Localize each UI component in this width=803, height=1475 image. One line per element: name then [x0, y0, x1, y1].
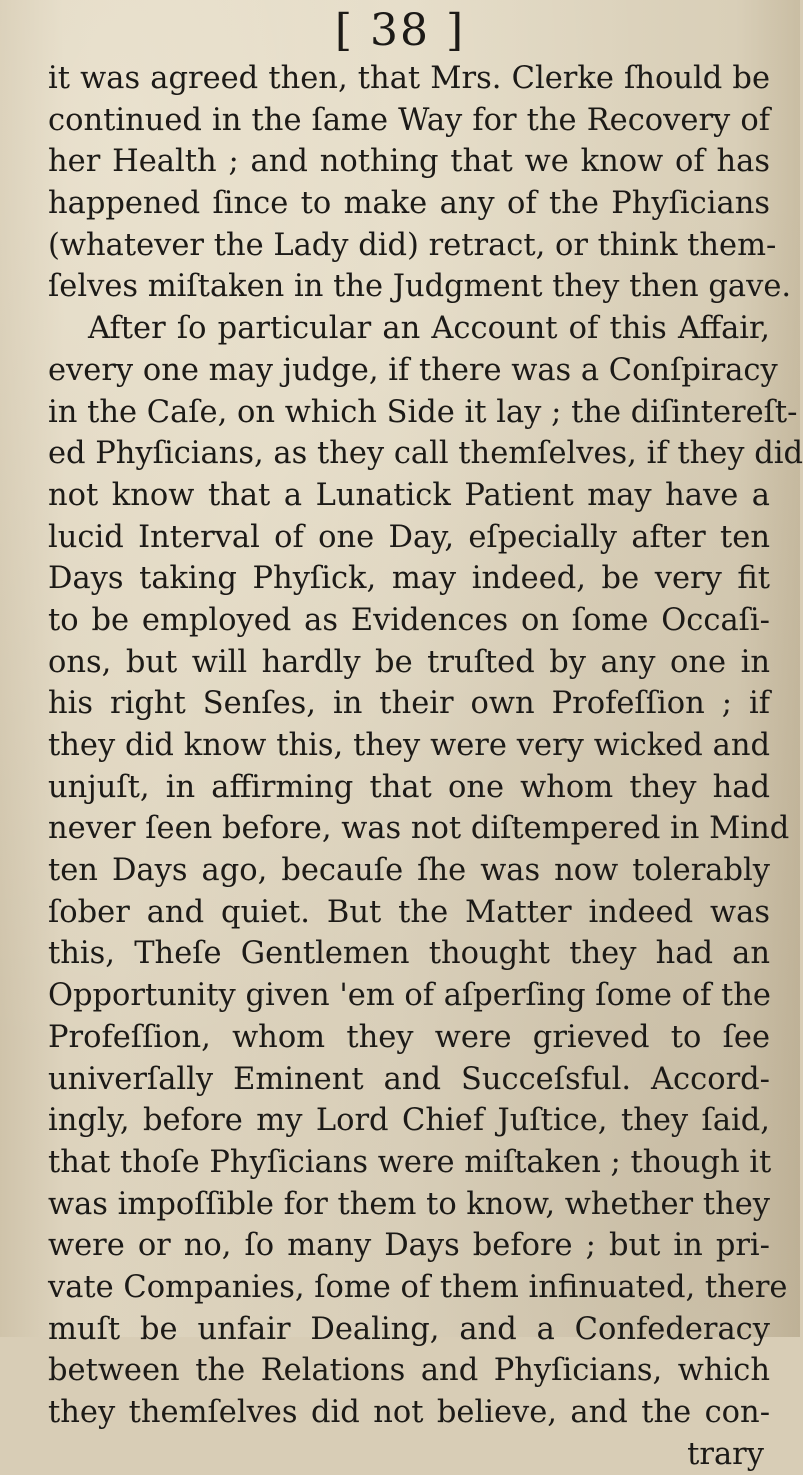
text-line: ſelves miſtaken in the Judgment they then gave.	[48, 269, 792, 305]
text-line: univerſally Eminent and Succeſsful. Accord-	[48, 1061, 770, 1097]
text-line: her Health ; and nothing that we know of has	[48, 144, 770, 180]
text-line: lucid Interval of one Day, eſpecially after ten	[48, 519, 770, 555]
page-number: [ 38 ]	[334, 5, 466, 56]
text-line: happened ſince to make any of the Phyſicians	[48, 186, 770, 222]
text-line: they did know this, they were very wicked and	[48, 728, 770, 763]
text-line: Opportunity given 'em of aſperſing ſome of the	[48, 978, 771, 1014]
text-line: it was agreed then, that Mrs. Clerke ſhould be	[48, 61, 770, 96]
text-line: ed Phyſicians, as they call themſelves, if they did	[48, 436, 803, 472]
text-line: ingly, before my Lord Chief Juſtice, they ſaid,	[48, 1103, 770, 1139]
text-line: was impoſſible for them to know, whether they	[48, 1186, 770, 1222]
text-line: that thoſe Phyſicians were miſtaken ; though it	[48, 1144, 772, 1180]
text-line: ons, but will hardly be truſted by any one in	[48, 644, 770, 680]
text-line: not know that a Lunatick Patient may have a	[48, 477, 770, 513]
text-line-paragraph-start: After ſo particular an Account of this Affair,	[88, 311, 770, 347]
text-line: to be employed as Evidences on ſome Occaſi-	[48, 602, 770, 638]
text-line: vate Companies, ſome of them infinuated, there	[48, 1269, 788, 1305]
text-line: (whatever the Lady did) retract, or think them-	[48, 227, 777, 263]
text-line: his right Senſes, in their own Profeſſion ; if	[48, 686, 770, 722]
text-line: every one may judge, if there was a Conſpiracy	[48, 352, 778, 388]
text-line: were or no, ſo many Days before ; but in pri-	[48, 1228, 770, 1264]
text-line: unjuſt, in affirming that one whom they had	[48, 769, 770, 805]
text-line: continued in the ſame Way for the Recovery of	[48, 102, 770, 138]
text-line: ſober and quiet. But the Matter indeed was	[48, 894, 770, 930]
text-line: this, Theſe Gentlemen thought they had an	[48, 936, 770, 972]
text-line: in the Caſe, on which Side it lay ; the diſintereſt-	[48, 394, 798, 430]
body-text	[48, 58, 803, 1475]
text-line: ten Days ago, becauſe ſhe was now tolerably	[48, 853, 770, 889]
text-line: never ſeen before, was not diſtempered in Mind	[48, 811, 790, 847]
text-line: they themſelves did not believe, and the con-	[48, 1395, 770, 1430]
text-line: between the Relations and Phyſicians, which	[48, 1353, 770, 1389]
text-line: muſt be unfair Dealing, and a Confederacy	[48, 1311, 770, 1347]
catchword: trary	[687, 1436, 764, 1472]
text-line: Profeſſion, whom they were grieved to ſee	[48, 1019, 770, 1055]
text-line: Days taking Phyſick, may indeed, be very fit	[48, 561, 770, 597]
